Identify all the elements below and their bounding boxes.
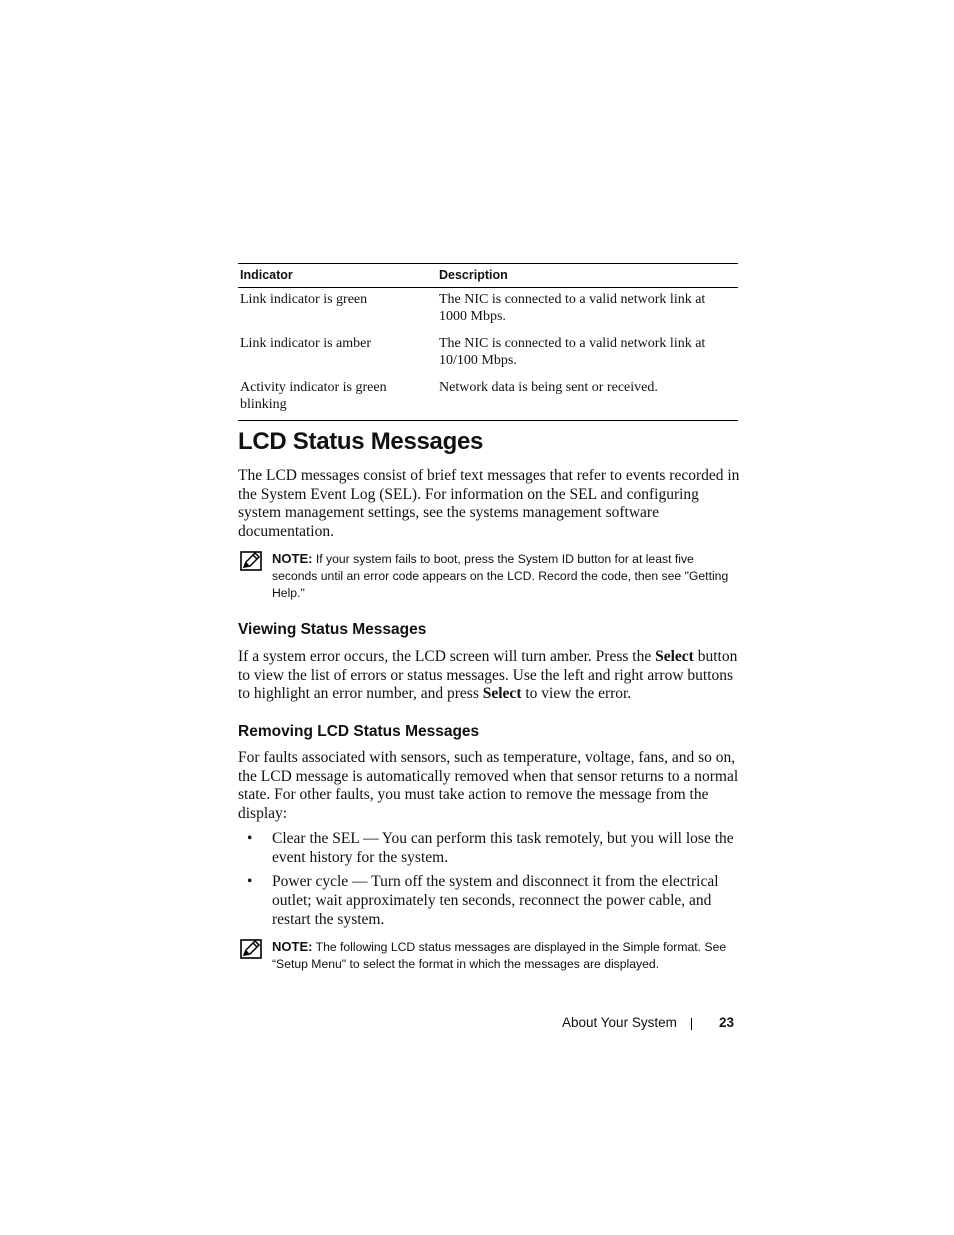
- note-label: NOTE:: [272, 939, 313, 954]
- note-pencil-icon: [240, 939, 262, 959]
- table-header-description: Description: [437, 264, 738, 288]
- bullet-text: Power cycle — Turn off the system and disconnect it from the electrical outlet; wait approximately ten seconds, reconnect the power cable, and restart the system.: [272, 873, 719, 928]
- viewing-paragraph: [238, 648, 740, 704]
- note-boot: [238, 550, 738, 602]
- table-cell-description: The NIC is connected to a valid network link at 1000 Mbps.: [439, 292, 706, 324]
- table-header-indicator: Indicator: [238, 264, 437, 288]
- table-row: [238, 332, 738, 376]
- viewing-text-1: If a system error occurs, the LCD screen will turn amber. Press the: [238, 648, 656, 665]
- list-item: [238, 830, 740, 867]
- table-cell-description: Network data is being sent or received.: [437, 376, 738, 421]
- table-row: [238, 288, 738, 333]
- table-cell-indicator: Link indicator is amber: [240, 336, 372, 351]
- note-pencil-icon: [240, 551, 262, 571]
- bullet-text: Clear the SEL — You can perform this task remotely, but you will lose the event history for the system.: [272, 830, 734, 866]
- page-number: 23: [719, 1015, 735, 1030]
- note-text: The following LCD status messages are displayed in the Simple format. See “Setup Menu" to select the format in which the messages are displayed.: [272, 940, 727, 971]
- intro-paragraph: The LCD messages consist of brief text messages that refer to events recorded in the System Event Log (SEL). For information on the SEL and configuring system management settings, see the systems management software documentation.: [238, 467, 740, 541]
- section-title: LCD Status Messages: [238, 428, 484, 455]
- note-text: If your system fails to boot, press the System ID button for at least five seconds until an error code appears on the LCD. Record the code, then see "Getting Help.": [272, 552, 729, 600]
- table-header-row: [238, 264, 738, 288]
- viewing-text-3: to view the error.: [521, 685, 632, 703]
- bullet-icon: •: [247, 830, 253, 847]
- removing-paragraph: For faults associated with sensors, such as temperature, voltage, fans, and so on, the LCD message is automatically removed when that sensor returns to a normal state. For other faults, you must take action to remove the message from the display:: [238, 749, 739, 823]
- list-item: [238, 873, 740, 929]
- select-keyword: Select: [482, 685, 522, 703]
- indicator-table: [238, 263, 738, 421]
- subsection-title-viewing: Viewing Status Messages: [238, 621, 427, 638]
- footer-section-name: About Your System: [562, 1015, 677, 1030]
- subsection-title-removing: Removing LCD Status Messages: [238, 723, 480, 740]
- table-cell-indicator: Link indicator is green: [240, 292, 368, 307]
- note-simple-format: [238, 938, 738, 973]
- removing-bullet-list: [238, 830, 740, 936]
- note-label: NOTE:: [272, 551, 313, 566]
- bullet-icon: •: [247, 873, 253, 891]
- footer-divider: [691, 1018, 692, 1030]
- table-row: [238, 376, 738, 421]
- table-cell-indicator: Activity indicator is green blinking: [238, 376, 437, 421]
- select-keyword: Select: [655, 648, 694, 665]
- viewing-text-2: button to view the list of errors or status messages. Use the left and right arrow buttons to highlight an error number, and press: [238, 648, 738, 703]
- table-cell-description: The NIC is connected to a valid network link at 10/100 Mbps.: [439, 336, 706, 368]
